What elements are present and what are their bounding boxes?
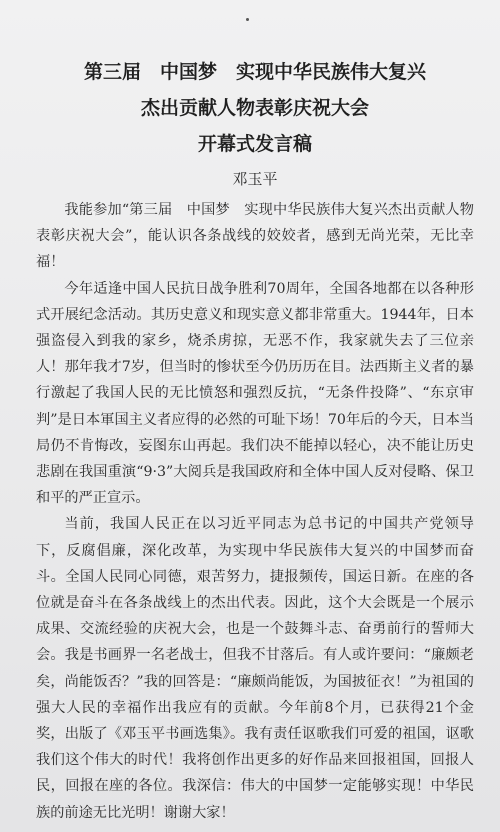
paragraph-2: 今年适逢中国人民抗日战争胜利70周年，全国各地都在以各种形式开展纪念活动。其历史意义和现实意义都非常重大。1944年，日本强盗侵入到我的家乡，烧杀虏掠，无恶不作，我家就失去了三位亲人！那年我才7岁，但当时的惨状至今仍历历在目。法西斯主义者的暴行激起了我国人民的无比愤怒和强烈反抗，“无条件投降”、“东京审判”是日本軍国主义者应得的必然的可耻下场！70年后的今天，日本当局仍不肯悔改，妄图东山再起。我们决不能掉以轻心，决不能让历史悲剧在我国重演“9·3”大阅兵是我国政府和全体中国人反对侵略、保卫和平的严正宣示。: [36, 280, 474, 507]
title-line-2: 杰出贡献人物表彰庆祝大会: [140, 97, 369, 119]
author-name: 邓玉平: [232, 170, 278, 188]
paragraph-1: 我能参加“第三届 中国梦 实现中华民族伟大复兴杰出贡献人物表彰庆祝大会”，能认识各条战线的姣姣者，感到无尚光荣，无比幸福！: [36, 202, 474, 271]
title-line-3: 开幕式发言稿: [197, 133, 312, 155]
paragraph-3: 当前，我国人民正在以习近平同志为总书记的中国共产党领导下，反腐倡廉，深化改革，为实现中华民族伟大复兴的中国梦而奋斗。全国人民同心同德，艰苦努力，捷报频传，国运日新。在座的各位就是奋斗在各条战线上的杰出代表。因此，这个大会既是一个展示成果、交流经验的庆祝大会，也是一个鼓舞斗志、奋勇前行的誓师大会。我是书画界一名老战士，但我不甘落后。有人或许要问：“廉颇老矣，尚能饭否？”我的回答是：“廉颇尚能饭，为国披征衣！”为祖国的强大人民的幸福作出我应有的贡献。今年前8个月，已获得21个金奖，出版了《邓玉平书画选集》。我有责任讴歌我们可爱的祖国，讴歌我们这个伟大的时代！我将创作出更多的好作品来回报祖国，回报人民，回报在座的各位。我深信：伟大的中国梦一定能够实现！中华民族的前途无比光明！谢谢大家！: [36, 516, 474, 821]
title-line-1: 第三届 中国梦 实现中华民族伟大复兴: [83, 61, 426, 83]
paper-speck: [246, 18, 249, 21]
